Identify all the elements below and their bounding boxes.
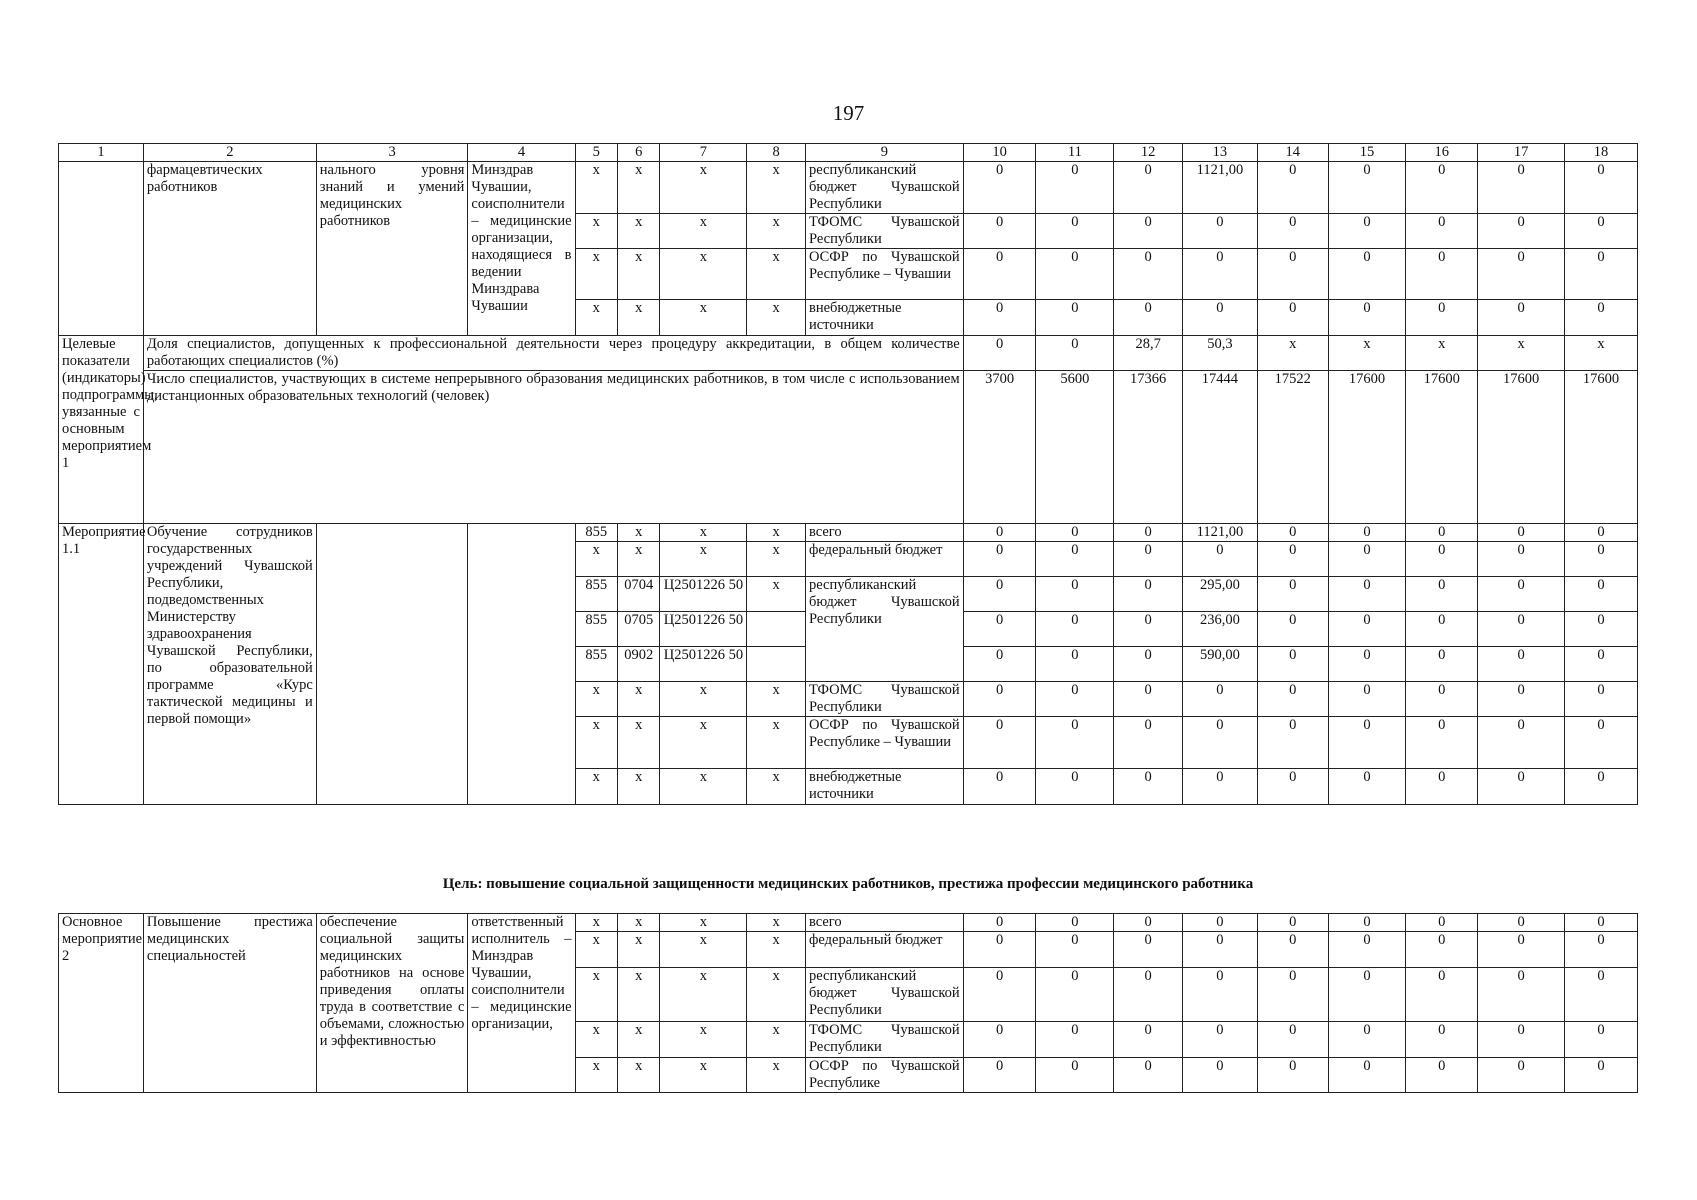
code-cell: x — [575, 162, 617, 214]
value-cell: 0 — [1406, 524, 1478, 542]
value-cell: 0 — [1257, 647, 1328, 682]
measure-name-cell: Обучение сотрудников государственных учреждений Чувашской Республики, подведомственных Министерству здравоохранения Чувашской Республики, по образовательной программе «Курс тактической медицины и первой помощи» — [143, 524, 316, 805]
value-cell: 17366 — [1114, 371, 1183, 524]
value-cell: 0 — [1565, 647, 1638, 682]
column-header: 5 — [575, 144, 617, 162]
code-cell: x — [617, 769, 659, 805]
column-header: 13 — [1183, 144, 1258, 162]
value-cell: 0 — [1328, 214, 1406, 249]
value-cell: 17600 — [1478, 371, 1565, 524]
value-cell: 0 — [1257, 162, 1328, 214]
value-cell: 0 — [1257, 914, 1328, 932]
program-table-lower — [58, 913, 1638, 1093]
funding-source-cell: республиканский бюджет Чувашской Республики — [805, 968, 963, 1022]
value-cell: 0 — [1183, 1058, 1258, 1093]
code-cell: x — [747, 1058, 806, 1093]
value-cell: 0 — [1183, 932, 1258, 968]
value-cell: 0 — [1257, 1022, 1328, 1058]
code-cell: x — [747, 162, 806, 214]
value-cell: 0 — [1257, 300, 1328, 336]
code-cell: x — [660, 1058, 747, 1093]
value-cell: 0 — [1478, 612, 1565, 647]
code-cell: x — [660, 524, 747, 542]
value-cell: 0 — [1114, 682, 1183, 717]
table-row — [59, 162, 1638, 214]
indicator-text-cell: Доля специалистов, допущенных к профессиональной деятельности через процедуру аккредитации, в общем количестве работающих специалистов (%) — [143, 336, 963, 371]
code-cell: Ц2501226 50 — [660, 577, 747, 612]
value-cell: 0 — [1114, 968, 1183, 1022]
value-cell: 0 — [1036, 769, 1114, 805]
code-cell — [747, 612, 806, 647]
value-cell: 0 — [1478, 577, 1565, 612]
value-cell: 0 — [1406, 214, 1478, 249]
value-cell: 0 — [1114, 932, 1183, 968]
code-cell: x — [660, 162, 747, 214]
funding-source-cell: всего — [805, 524, 963, 542]
code-cell: x — [660, 249, 747, 300]
value-cell: 0 — [1406, 162, 1478, 214]
funding-source-cell: ОСФР по Чувашской Республике – Чувашии — [805, 717, 963, 769]
value-cell: 50,3 — [1183, 336, 1258, 371]
value-cell: 0 — [1478, 968, 1565, 1022]
header-row — [59, 144, 1638, 162]
value-cell: x — [1406, 336, 1478, 371]
value-cell: 0 — [1183, 968, 1258, 1022]
column-header: 16 — [1406, 144, 1478, 162]
value-cell: 0 — [1328, 932, 1406, 968]
value-cell: 0 — [1257, 214, 1328, 249]
value-cell: 0 — [1565, 932, 1638, 968]
value-cell: 0 — [1183, 214, 1258, 249]
value-cell: 0 — [1328, 612, 1406, 647]
value-cell: 3700 — [963, 371, 1036, 524]
funding-source-cell: республиканский бюджет Чувашской Республики — [805, 577, 963, 682]
value-cell: 0 — [1114, 577, 1183, 612]
code-cell: 0704 — [617, 577, 659, 612]
value-cell: 0 — [1257, 249, 1328, 300]
funding-source-cell: ОСФР по Чувашской Республике — [805, 1058, 963, 1093]
code-cell: x — [575, 682, 617, 717]
executor-cell: ответственный исполнитель – Минздрав Чувашии, соисполнители – медицинские организации, — [468, 914, 575, 1093]
value-cell: 0 — [1478, 300, 1565, 336]
code-cell: x — [747, 542, 806, 577]
value-cell: 0 — [963, 914, 1036, 932]
code-cell: x — [660, 932, 747, 968]
value-cell: 0 — [1478, 769, 1565, 805]
value-cell: 0 — [1406, 682, 1478, 717]
funding-source-cell: всего — [805, 914, 963, 932]
value-cell: 0 — [1478, 249, 1565, 300]
code-cell: 855 — [575, 612, 617, 647]
code-cell: 855 — [575, 647, 617, 682]
value-cell: 0 — [1114, 542, 1183, 577]
code-cell: x — [617, 249, 659, 300]
code-cell: x — [575, 1022, 617, 1058]
value-cell: 1121,00 — [1183, 524, 1258, 542]
value-cell: 0 — [1036, 162, 1114, 214]
code-cell: x — [747, 577, 806, 612]
value-cell: 0 — [1036, 932, 1114, 968]
measure-label-cell: Основное мероприятие 2 — [59, 914, 144, 1093]
value-cell: 0 — [1406, 914, 1478, 932]
value-cell: 590,00 — [1183, 647, 1258, 682]
funding-source-cell: ТФОМС Чувашской Республики — [805, 1022, 963, 1058]
code-cell: x — [660, 214, 747, 249]
value-cell: 0 — [1036, 914, 1114, 932]
code-cell: 855 — [575, 577, 617, 612]
value-cell: 0 — [1328, 769, 1406, 805]
value-cell: 0 — [1036, 682, 1114, 717]
value-cell: 0 — [1114, 524, 1183, 542]
code-cell: x — [617, 542, 659, 577]
value-cell: 0 — [1478, 932, 1565, 968]
column-header: 6 — [617, 144, 659, 162]
value-cell: 0 — [1183, 1022, 1258, 1058]
value-cell: 5600 — [1036, 371, 1114, 524]
column-header: 2 — [143, 144, 316, 162]
value-cell: 0 — [1565, 717, 1638, 769]
code-cell: x — [617, 300, 659, 336]
code-cell: x — [660, 717, 747, 769]
value-cell: 0 — [1114, 162, 1183, 214]
code-cell: 0902 — [617, 647, 659, 682]
value-cell: 0 — [963, 717, 1036, 769]
code-cell: x — [747, 214, 806, 249]
value-cell: 0 — [1565, 162, 1638, 214]
value-cell: 0 — [1183, 914, 1258, 932]
value-cell: 28,7 — [1114, 336, 1183, 371]
code-cell: x — [617, 717, 659, 769]
column-header: 18 — [1565, 144, 1638, 162]
value-cell: 0 — [1328, 717, 1406, 769]
value-cell: 236,00 — [1183, 612, 1258, 647]
code-cell: x — [575, 214, 617, 249]
value-cell: 0 — [1406, 300, 1478, 336]
value-cell: 0 — [1257, 717, 1328, 769]
value-cell: 0 — [1114, 300, 1183, 336]
value-cell: 0 — [963, 1022, 1036, 1058]
value-cell: 17600 — [1328, 371, 1406, 524]
value-cell: 0 — [963, 249, 1036, 300]
value-cell: 0 — [1406, 769, 1478, 805]
value-cell: 0 — [1328, 1022, 1406, 1058]
value-cell: 0 — [1036, 717, 1114, 769]
code-cell: x — [617, 1058, 659, 1093]
value-cell: 0 — [1036, 577, 1114, 612]
value-cell: 0 — [1478, 647, 1565, 682]
value-cell: 0 — [1328, 914, 1406, 932]
code-cell: x — [575, 542, 617, 577]
table-row — [59, 524, 1638, 542]
code-cell: x — [747, 932, 806, 968]
code-cell: x — [660, 769, 747, 805]
code-cell: x — [660, 682, 747, 717]
funding-source-cell: федеральный бюджет — [805, 932, 963, 968]
value-cell: 0 — [1183, 542, 1258, 577]
value-cell: 0 — [963, 577, 1036, 612]
value-cell: 0 — [1478, 1022, 1565, 1058]
code-cell: x — [575, 1058, 617, 1093]
value-cell: 17522 — [1257, 371, 1328, 524]
value-cell: 0 — [1036, 336, 1114, 371]
value-cell: 0 — [963, 769, 1036, 805]
value-cell: x — [1328, 336, 1406, 371]
value-cell: 0 — [1565, 612, 1638, 647]
code-cell: 0705 — [617, 612, 659, 647]
value-cell: 0 — [963, 214, 1036, 249]
value-cell: 0 — [1406, 647, 1478, 682]
value-cell: 0 — [1036, 612, 1114, 647]
column-header: 9 — [805, 144, 963, 162]
value-cell: 0 — [1183, 769, 1258, 805]
value-cell: 0 — [1328, 647, 1406, 682]
value-cell: 0 — [1478, 914, 1565, 932]
value-cell: 0 — [1257, 542, 1328, 577]
value-cell: 0 — [1328, 968, 1406, 1022]
value-cell: 0 — [1036, 300, 1114, 336]
value-cell: 0 — [1036, 968, 1114, 1022]
funding-source-cell: ОСФР по Чувашской Республике – Чувашии — [805, 249, 963, 300]
value-cell: 0 — [1257, 932, 1328, 968]
code-cell: x — [747, 1022, 806, 1058]
table-row — [59, 336, 1638, 371]
value-cell: 0 — [1328, 249, 1406, 300]
code-cell: x — [617, 1022, 659, 1058]
goal-heading: Цель: повышение социальной защищенности медицинских работников, престижа профессии медицинского работника — [442, 876, 1254, 892]
code-cell: x — [575, 932, 617, 968]
code-cell: 855 — [575, 524, 617, 542]
value-cell: 0 — [1036, 249, 1114, 300]
column-header: 8 — [747, 144, 806, 162]
code-cell: x — [575, 914, 617, 932]
value-cell: 0 — [1257, 524, 1328, 542]
value-cell: 0 — [963, 968, 1036, 1022]
column-header: 14 — [1257, 144, 1328, 162]
indicator-text-cell: Число специалистов, участвующих в системе непрерывного образования медицинских работников, в том числе с использованием дистанционных образовательных технологий (человек) — [143, 371, 963, 524]
funding-source-cell: республиканский бюджет Чувашской Республики — [805, 162, 963, 214]
value-cell: 0 — [1406, 577, 1478, 612]
measure-description-cell: нального уровня знаний и умений медицинских работников — [316, 162, 468, 336]
code-cell: x — [575, 968, 617, 1022]
value-cell: 0 — [1478, 1058, 1565, 1093]
value-cell: 0 — [1406, 1022, 1478, 1058]
column-header: 4 — [468, 144, 575, 162]
code-cell: x — [575, 769, 617, 805]
column-header: 17 — [1478, 144, 1565, 162]
code-cell: Ц2501226 50 — [660, 612, 747, 647]
value-cell: 0 — [1114, 717, 1183, 769]
empty-cell — [316, 524, 468, 805]
value-cell: 0 — [963, 542, 1036, 577]
column-header: 11 — [1036, 144, 1114, 162]
value-cell: 0 — [1257, 612, 1328, 647]
value-cell: 0 — [1036, 647, 1114, 682]
value-cell: 0 — [1565, 524, 1638, 542]
value-cell: 0 — [1328, 577, 1406, 612]
value-cell: 0 — [1036, 1058, 1114, 1093]
code-cell: x — [575, 249, 617, 300]
page-number: 197 — [832, 101, 865, 125]
value-cell: 0 — [963, 612, 1036, 647]
code-cell: x — [747, 300, 806, 336]
funding-source-cell: федеральный бюджет — [805, 542, 963, 577]
value-cell: 0 — [1406, 968, 1478, 1022]
value-cell: 0 — [1565, 914, 1638, 932]
code-cell — [747, 647, 806, 682]
funding-source-cell: ТФОМС Чувашской Республики — [805, 214, 963, 249]
value-cell: 0 — [1565, 1058, 1638, 1093]
code-cell: x — [747, 717, 806, 769]
value-cell: 0 — [963, 336, 1036, 371]
column-header: 15 — [1328, 144, 1406, 162]
value-cell: 0 — [1478, 214, 1565, 249]
value-cell: 0 — [1036, 214, 1114, 249]
code-cell: x — [660, 542, 747, 577]
code-cell: x — [747, 249, 806, 300]
indicators-label-cell: Целевые показатели (индикаторы) подпрограммы, увязанные с основным мероприятием 1 — [59, 336, 144, 524]
value-cell: 0 — [1565, 682, 1638, 717]
value-cell: x — [1478, 336, 1565, 371]
value-cell: 0 — [1183, 717, 1258, 769]
value-cell: 0 — [1565, 1022, 1638, 1058]
value-cell: 0 — [1328, 300, 1406, 336]
value-cell: 0 — [1114, 249, 1183, 300]
value-cell: 0 — [1406, 717, 1478, 769]
code-cell: x — [660, 300, 747, 336]
value-cell: 0 — [1257, 577, 1328, 612]
value-cell: 0 — [1478, 717, 1565, 769]
measure-name-cell: фармацевтических работников — [143, 162, 316, 336]
value-cell: 0 — [1328, 162, 1406, 214]
code-cell: x — [617, 524, 659, 542]
table-row — [59, 914, 1638, 932]
value-cell: 0 — [1565, 577, 1638, 612]
value-cell: 0 — [1257, 1058, 1328, 1093]
value-cell: 0 — [1406, 542, 1478, 577]
value-cell: 0 — [1565, 769, 1638, 805]
table-row — [59, 371, 1638, 524]
funding-source-cell: внебюджетные источники — [805, 300, 963, 336]
value-cell: 0 — [1406, 932, 1478, 968]
value-cell: 0 — [1565, 542, 1638, 577]
value-cell: x — [1257, 336, 1328, 371]
measure-name-cell: Повышение престижа медицинских специальностей — [143, 914, 316, 1093]
value-cell: 0 — [963, 162, 1036, 214]
value-cell: 0 — [1036, 524, 1114, 542]
value-cell: 0 — [1478, 162, 1565, 214]
value-cell: 0 — [1478, 682, 1565, 717]
value-cell: 0 — [1183, 249, 1258, 300]
empty-cell — [59, 162, 144, 336]
value-cell: 0 — [963, 524, 1036, 542]
value-cell: 0 — [963, 932, 1036, 968]
value-cell: x — [1565, 336, 1638, 371]
code-cell: x — [660, 914, 747, 932]
value-cell: 0 — [1478, 524, 1565, 542]
value-cell: 17600 — [1406, 371, 1478, 524]
value-cell: 0 — [1114, 214, 1183, 249]
value-cell: 0 — [1257, 769, 1328, 805]
code-cell: x — [575, 717, 617, 769]
empty-cell — [468, 524, 575, 805]
value-cell: 1121,00 — [1183, 162, 1258, 214]
code-cell: x — [660, 1022, 747, 1058]
value-cell: 0 — [1565, 300, 1638, 336]
value-cell: 17444 — [1183, 371, 1258, 524]
value-cell: 0 — [1036, 542, 1114, 577]
code-cell: x — [660, 968, 747, 1022]
value-cell: 0 — [1406, 1058, 1478, 1093]
code-cell: x — [747, 914, 806, 932]
value-cell: 0 — [1114, 914, 1183, 932]
program-table-upper — [58, 143, 1638, 805]
value-cell: 0 — [1036, 1022, 1114, 1058]
funding-source-cell: внебюджетные источники — [805, 769, 963, 805]
column-header: 12 — [1114, 144, 1183, 162]
measure-description-cell: обеспечение социальной защиты медицинских работников на основе приведения оплаты труда в соответствие с объемами, сложностью и эффективностью — [316, 914, 468, 1093]
code-cell: x — [747, 769, 806, 805]
value-cell: 0 — [1328, 1058, 1406, 1093]
value-cell: 0 — [1114, 769, 1183, 805]
value-cell: 0 — [1565, 214, 1638, 249]
value-cell: 0 — [963, 300, 1036, 336]
code-cell: x — [747, 682, 806, 717]
value-cell: 0 — [963, 647, 1036, 682]
column-header: 7 — [660, 144, 747, 162]
code-cell: x — [617, 968, 659, 1022]
value-cell: 0 — [1114, 647, 1183, 682]
value-cell: 0 — [1114, 1058, 1183, 1093]
value-cell: 0 — [1328, 524, 1406, 542]
value-cell: 0 — [1406, 249, 1478, 300]
value-cell: 0 — [1478, 542, 1565, 577]
code-cell: x — [617, 682, 659, 717]
value-cell: 0 — [1114, 612, 1183, 647]
code-cell: x — [617, 162, 659, 214]
measure-label-cell: Мероприятие 1.1 — [59, 524, 144, 805]
value-cell: 17600 — [1565, 371, 1638, 524]
column-header: 3 — [316, 144, 468, 162]
value-cell: 0 — [963, 1058, 1036, 1093]
column-header: 1 — [59, 144, 144, 162]
executor-cell: Минздрав Чувашии, соисполнители – медицинские организации, находящиеся в ведении Минздрава Чувашии — [468, 162, 575, 336]
value-cell: 0 — [1565, 249, 1638, 300]
code-cell: x — [747, 524, 806, 542]
funding-source-cell: ТФОМС Чувашской Республики — [805, 682, 963, 717]
code-cell: x — [617, 214, 659, 249]
value-cell: 295,00 — [1183, 577, 1258, 612]
value-cell: 0 — [1114, 1022, 1183, 1058]
value-cell: 0 — [1565, 968, 1638, 1022]
code-cell: x — [747, 968, 806, 1022]
code-cell: x — [617, 932, 659, 968]
value-cell: 0 — [1257, 682, 1328, 717]
value-cell: 0 — [1406, 612, 1478, 647]
value-cell: 0 — [1328, 682, 1406, 717]
value-cell: 0 — [1328, 542, 1406, 577]
code-cell: x — [575, 300, 617, 336]
value-cell: 0 — [1183, 300, 1258, 336]
value-cell: 0 — [1183, 682, 1258, 717]
value-cell: 0 — [963, 682, 1036, 717]
code-cell: x — [617, 914, 659, 932]
code-cell: Ц2501226 50 — [660, 647, 747, 682]
column-header: 10 — [963, 144, 1036, 162]
value-cell: 0 — [1257, 968, 1328, 1022]
